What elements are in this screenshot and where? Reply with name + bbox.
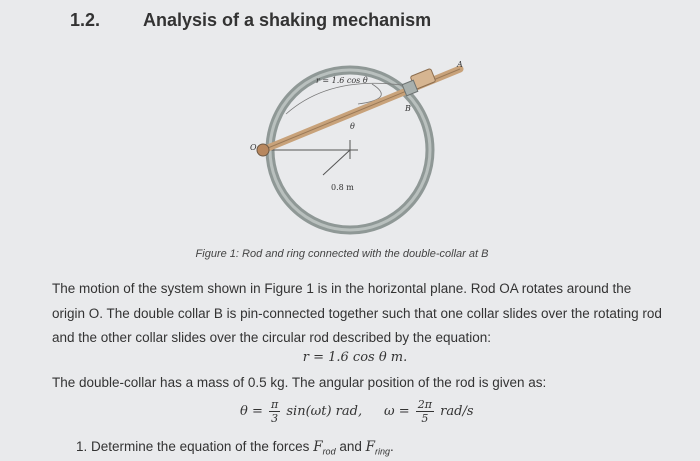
- equation-theta: [240, 394, 500, 434]
- theta-denominator: 3: [271, 412, 279, 425]
- figure-caption: [0, 248, 700, 260]
- omega-lhs: ω =: [384, 404, 410, 419]
- force-ring-subscript: ring: [375, 446, 391, 457]
- omega-denominator: 5: [421, 412, 429, 425]
- equation-r-text: r = 1.6 cos θ m.: [302, 350, 408, 365]
- equation-r: [0, 350, 700, 365]
- mechanism-figure: [236, 54, 476, 244]
- force-rod-subscript: rod: [322, 446, 336, 457]
- label-radius: 0.8 m: [331, 183, 354, 192]
- question-end: .: [390, 439, 394, 454]
- question-1: [76, 439, 394, 457]
- question-text: Determine the equation of the forces: [91, 439, 310, 454]
- section-number: 1.2.: [70, 10, 101, 30]
- label-o: O: [250, 143, 257, 152]
- paragraph-mass: The double-collar has a mass of 0.5 kg. The angular position of the rod is given as:: [52, 375, 547, 390]
- theta-numerator: π: [271, 398, 279, 411]
- question-number: 1.: [76, 439, 88, 454]
- omega-rhs: rad/s: [440, 404, 474, 419]
- label-a: A: [457, 60, 463, 69]
- section-title: Analysis of a shaking mechanism: [143, 10, 432, 30]
- omega-numerator: 2π: [417, 398, 433, 411]
- label-b: B: [405, 104, 411, 113]
- force-ring-symbol: F: [365, 439, 376, 455]
- question-conjunction: and: [339, 439, 362, 454]
- force-rod-symbol: F: [313, 439, 323, 455]
- theta-rhs: sin(ωt) rad,: [286, 404, 363, 419]
- omega-fraction: [416, 398, 434, 425]
- figure-caption-text: Figure 1: Rod and ring connected with the double-collar at B: [195, 248, 489, 260]
- label-theta: θ: [350, 122, 355, 131]
- section-heading: [0, 10, 700, 36]
- theta-lhs: θ =: [240, 404, 263, 419]
- pivot-o: [257, 144, 269, 156]
- radius-line: [323, 150, 350, 175]
- label-r: r = 1.6 cos θ: [316, 76, 368, 85]
- paragraph-motion: The motion of the system shown in Figure 1 is in the horizontal plane. Rod OA rotates around the origin O. The double collar B is pin-connected together such that one collar slides over the rotating rod and the other collar slides over the circular rod described by the equation:: [52, 281, 662, 345]
- theta-fraction: [269, 398, 280, 425]
